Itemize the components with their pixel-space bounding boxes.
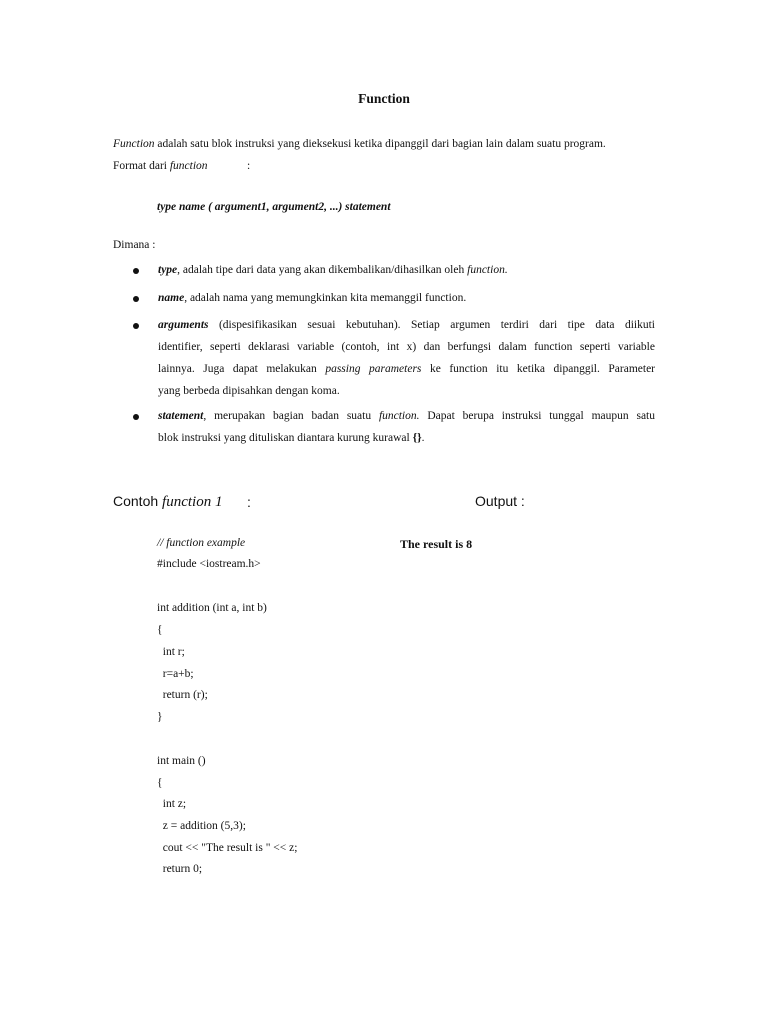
arguments-line3-a: lainnya. Juga dapat melakukan	[158, 363, 326, 375]
intro-paragraph	[113, 138, 606, 150]
code-line: }	[157, 711, 163, 723]
statement-line1-c: Dapat berupa instruksi tunggal maupun satu	[419, 410, 655, 422]
bullet-item-statement-line2	[158, 432, 425, 444]
statement-line2-c: .	[421, 432, 425, 444]
code-line: return 0;	[157, 863, 203, 875]
bullet-dot-arguments	[133, 323, 139, 329]
bullet-tail-type: function.	[467, 264, 508, 276]
statement-function-word: function.	[378, 410, 420, 422]
statement-line1-a: , merupakan bagian badan suatu	[203, 410, 379, 422]
arguments-line3-c: ke function itu ketika dipanggil. Parameter	[421, 363, 655, 375]
format-line	[113, 160, 208, 172]
format-prefix: Format dari	[113, 160, 170, 172]
page-title: Function	[358, 91, 410, 106]
code-line: // function example	[157, 537, 246, 549]
code-line: z = addition (5,3);	[157, 820, 246, 832]
code-line: {	[157, 777, 163, 789]
example-colon: :	[247, 494, 251, 510]
intro-text: adalah satu blok instruksi yang dieksekusi ketika dipanggil dari bagian lain dalam suatu program.	[154, 138, 606, 150]
intro-function-word: Function	[113, 138, 155, 150]
statement-line2-a: blok instruksi yang dituliskan diantara kurung kurawal	[158, 432, 413, 444]
bullet-item-name	[158, 292, 466, 304]
code-line: #include <iostream.h>	[157, 558, 261, 570]
code-line: int addition (int a, int b)	[157, 602, 267, 614]
output-result: The result is 8	[400, 537, 473, 551]
output-label: Output :	[475, 493, 525, 509]
code-line: r=a+b;	[157, 668, 194, 680]
bullet-text-type: , adalah tipe dari data yang akan dikembalikan/dihasilkan oleh	[177, 264, 468, 276]
statement-braces: {}	[412, 432, 422, 444]
bullet-dot-name	[133, 296, 139, 302]
bullet-term-arguments: arguments	[158, 319, 209, 331]
example-label	[113, 493, 222, 511]
bullet-term-name: name	[158, 292, 185, 304]
arguments-passing-parameters: passing parameters	[325, 363, 422, 375]
bullet-item-arguments-line3	[158, 363, 655, 375]
bullet-item-statement-line1	[158, 410, 655, 422]
bullet-dot-type	[133, 268, 139, 274]
bullet-text-name: , adalah nama yang memungkinkan kita memanggil function.	[184, 292, 467, 304]
example-label-word: function 1	[162, 494, 223, 510]
bullet-item-arguments-line1	[158, 319, 655, 331]
code-line: cout << "The result is " << z;	[157, 842, 298, 854]
code-line: int z;	[157, 798, 187, 810]
example-label-prefix: Contoh	[113, 493, 163, 509]
code-line: int main ()	[157, 755, 206, 767]
bullet-item-type	[158, 264, 508, 276]
code-line: {	[157, 624, 163, 636]
bullet-term-type: type	[158, 264, 178, 276]
arguments-line1-text: (dispesifikasikan sesuai kebutuhan). Setiap argumen terdiri dari tipe data diikuti	[218, 319, 655, 331]
format-colon: :	[247, 160, 251, 172]
bullet-item-arguments-line2: identifier, seperti deklarasi variable (contoh, int x) dan berfungsi dalam function seperti variable	[158, 341, 655, 353]
format-function-word: function	[169, 160, 208, 172]
bullet-item-arguments-line4: yang berbeda dipisahkan dengan koma.	[158, 385, 340, 397]
bullet-dot-statement	[133, 414, 139, 420]
code-line: int r;	[157, 646, 185, 658]
dimana-label: Dimana :	[113, 239, 156, 251]
bullet-term-statement: statement	[158, 410, 204, 422]
code-line: return (r);	[157, 689, 208, 701]
function-syntax: type name ( argument1, argument2, ...) statement	[157, 201, 391, 213]
